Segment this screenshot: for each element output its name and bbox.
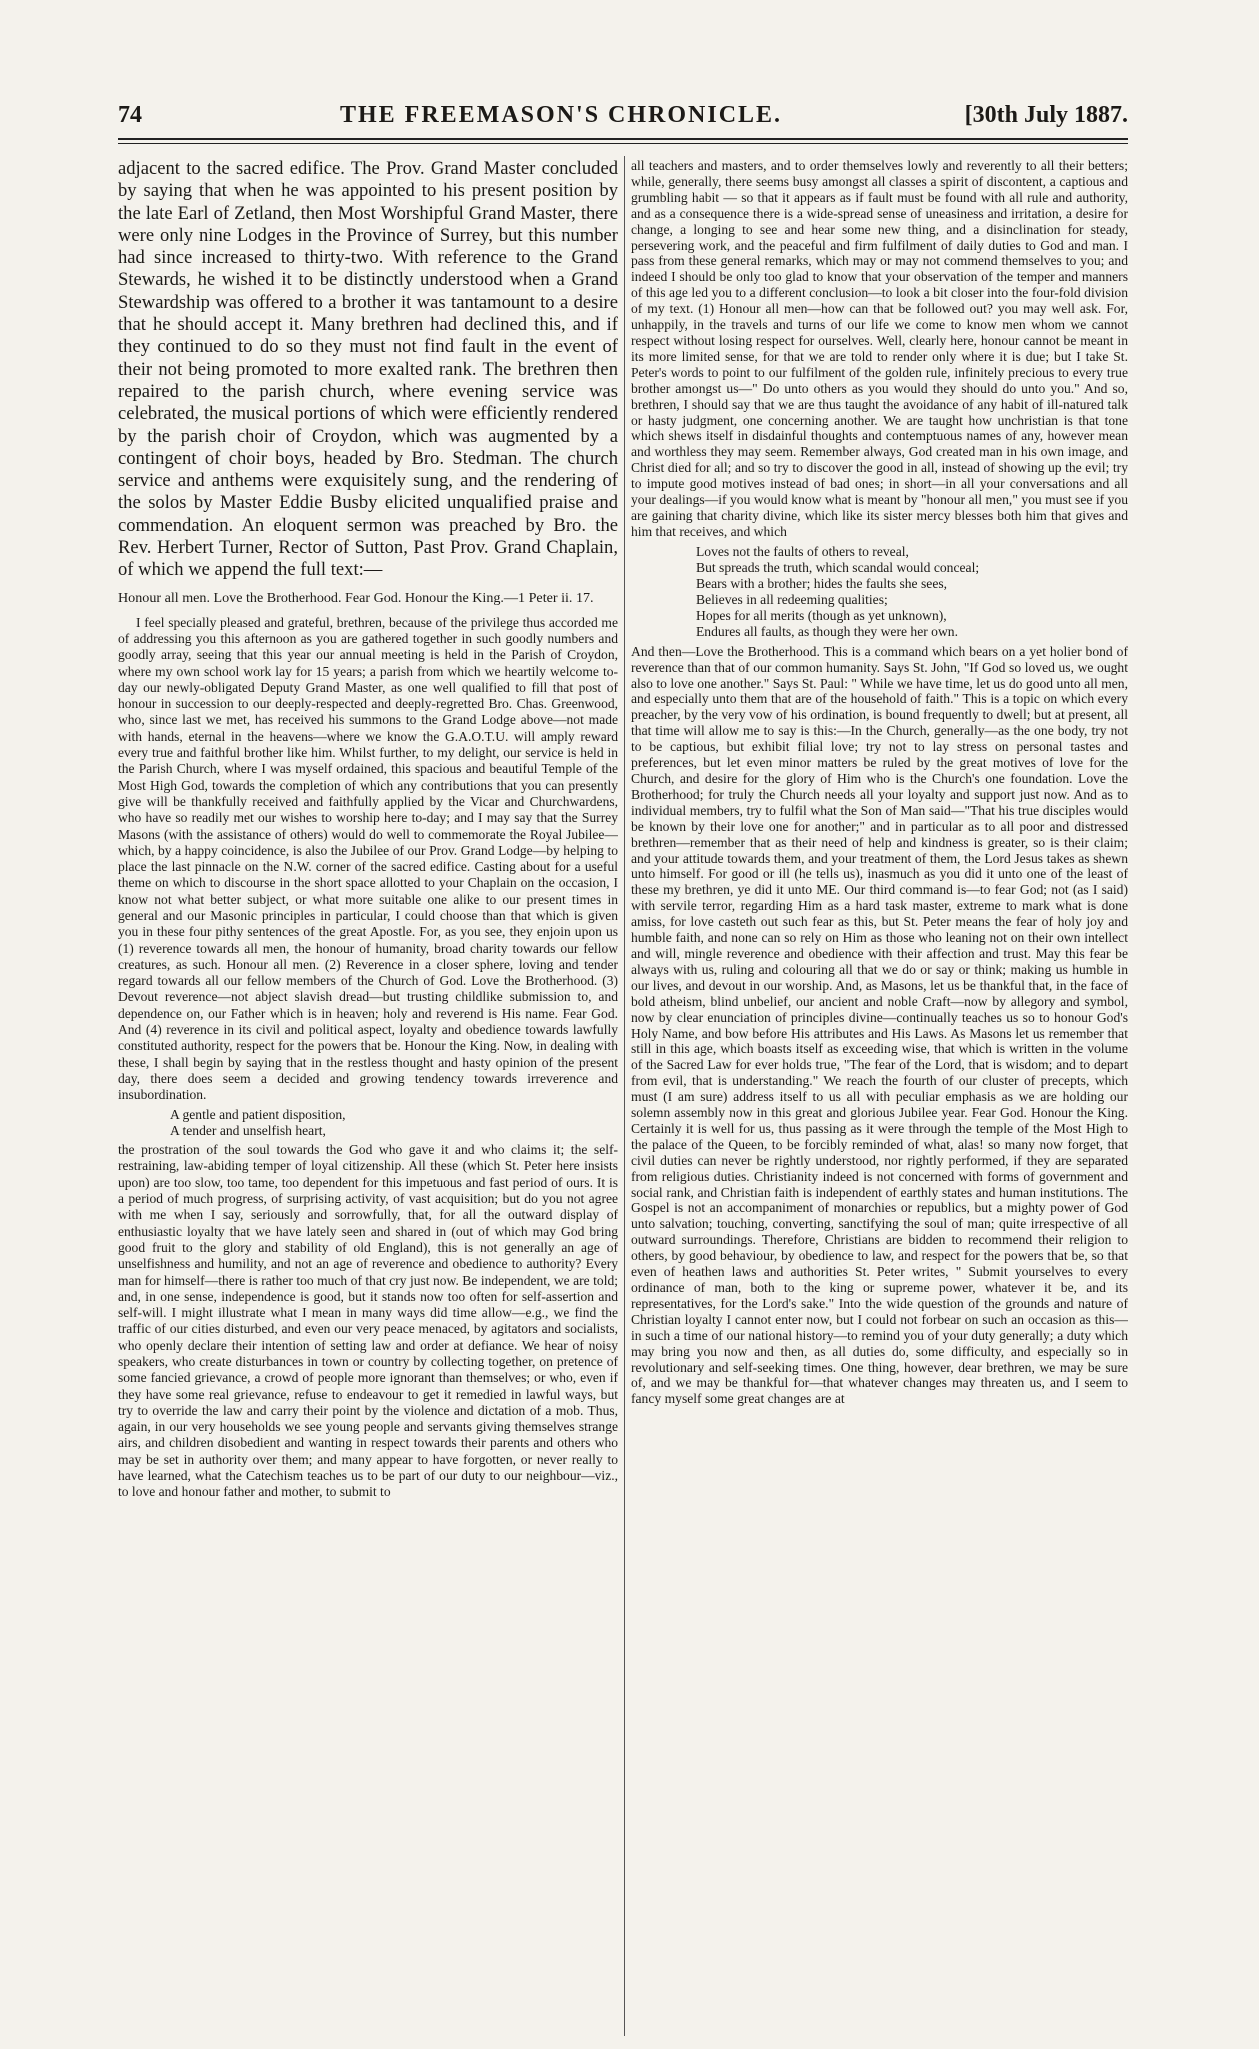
- verse-line: Endures all faults, as though they were her own.: [696, 623, 958, 639]
- page-number: 74: [118, 102, 142, 128]
- sermon-paragraph: I feel specially pleased and grateful, brethren, because of the privilege thus accorded me of addressing you this afternoon as you are gathered together in such goodly numbers and goodly array, seeing that this year our annual meeting is held in the Parish of Croydon, where my own school work lay for 15 years; a parish from which we heartily welcome to-day our newly-obligated Deputy Grand Master, as one well qualified to fill that post of honour in succession to our deeply-respected and deeply-regretted Bro. Chas. Greenwood, who, since last we met, has received his summons to the Grand Lodge above—not made with hands, eternal in the heavens—where we know the G.A.O.T.U. will amply reward every true and faithful brother like him. Whilst further, to my delight, our service is held in the Parish Church, where I was myself ordained, this spacious and beautiful Temple of the Most High God, towards the completion of which any contributions that you can presently give will be thankfully received and faithfully applied by the Vicar and Churchwardens, who have so readily met our wishes to worship here to-day; and I may say that the Surrey Masons (with the assistance of others) would do well to commemorate the Royal Jubilee—which, by a happy coincidence, is also the Jubilee of our Prov. Grand Lodge—by helping to place the last pinnacle on the N.W. corner of the sacred edifice. Casting about for a useful theme on which to discourse in the short space allotted to your Chaplain on the occasion, I know not what better subject, or what more suitable one alike to our present times in general and our Masonic principles in particular, I could choose than that which is given you in these four pithy sentences of the great Apostle. For, as you see, they enjoin upon us (1) reverence towards all men, the honour of humanity, broad charity towards our fellow creatures, as such. Honour all men. (2) Reverence in a closer sphere, loving and tender regard towards all our fellow members of the Church of God. Love the Brotherhood. (3) Devout reverence—not abject slavish dread—but trusting childlike submission to, and dependence on, our Father which is in heaven; holy and reverend is His name. Fear God. And (4) reverence in its civil and political aspect, loyalty and obedience towards lawfully constituted authority, respect for the powers that be. Honour the King. Now, in dealing with these, I shall begin by saying that in the restless thought and hasty opinion of the present day, there does seem a decided and growing tendency towards irreverence and insubordination.: [118, 614, 618, 1103]
- verse-line: Believes in all redeeming qualities;: [696, 591, 888, 607]
- column-divider: [624, 156, 625, 2036]
- verse-line: A tender and unselfish heart,: [170, 1122, 326, 1138]
- sermon-paragraph: all teachers and masters, and to order themselves lowly and reverently to all their betters; while, generally, there seems busy amongst all classes a spirit of discontent, a captious and grumbling habit — so that it appears as if fault must be found with all rule and authority, and as a consequence there is a wide-spread sense of uneasiness and irritation, a desire for change, a longing to see and hear some new thing, and a disinclination for steady, persevering work, and the peaceful and firm fulfilment of daily duties to God and man. I pass from these general remarks, which may or may not commend themselves to you; and indeed I should be only too glad to know that your observation of the temper and manners of this age led you to a different conclusion—to look a bit closer into the four-fold division of my text. (1) Honour all men—how can that be followed out? you may well ask. For, unhappily, in the travels and turns of our life we come to know men whom we cannot respect without losing respect for ourselves. Well, clearly here, honour cannot be meant in its more limited sense, for that we are told to render only where it is due; but I take St. Peter's words to point to our fulfilment of the golden rule, infinitely precious to every true brother amongst us—" Do unto others as you would they should do unto you." And so, brethren, I should say that we are thus taught the avoidance of any habit of ill-natured talk or hasty judgment, one concerning another. We are taught how unchristian is that tone which shews itself in disdainful thoughts and contemptuous names of any, however mean and worthless they may seem. Remember always, God created man in his own image, and Christ died for all; and so try to discover the good in all, instead of showing up the evil; try to impute good motives instead of bad ones; in short—in all your conversations and all your dealings—if you would know what is meant by "honour all men," you must see if you are gaining that charity divine, which like its sister mercy blesses both him that gives and him that receives, and which: [631, 158, 1128, 539]
- issue-date: [30th July 1887.: [964, 102, 1128, 128]
- left-column: [118, 158, 618, 2038]
- header-rule: [118, 138, 1128, 140]
- sermon-paragraph: And then—Love the Brotherhood. This is a command which bears on a yet holier bond of reverence than that of our common humanity. Says St. John, "If God so loved us, we ought also to love one another." Says St. Paul: " While we have time, let us do good unto all men, and especially unto them that are of the household of faith." This is a topic on which every preacher, by the very vow of his ordination, is bound frequently to dwell; but at present, all that time will allow me to say is this:—In the Church, generally—as the one body, try not to be captious, but exhibit filial love; try not to lay stress on personal tastes and preferences, but let even minor matters be ruled by the great motives of love for the Church, and desire for the glory of Him who is the Church's one foundation. Love the Brotherhood; for truly the Church needs all your loyalty and support just now. And as to individual members, try to fulfil what the Son of Man said—"That his true disciples would be known by their love one for another;" and in particular as to all poor and distressed brethren—remember that as their need of help and kindness is greater, so is their claim; and your attitude towards them, and your treatment of them, the Lord Jesus takes as shewn unto himself. For good or ill (he tells us), inasmuch as you did it unto one of the least of these my brethren, ye did it unto ME. Our third command is—to fear God; not (as I said) with servile terror, regarding Him as a hard task master, extreme to mark what is done amiss, for love casteth out such fear as this, but St. Peter means the fear of holy joy and humble faith, and none can so rely on Him as those who leaning not on their own intellect and will, mingle reverence and obedience with their affection and trust. May this fear be always with us, ruling and colouring all that we do or say or think; making us humble in our lives, and devout in our worship. And, as Masons, let us be thankful that, in the face of bold atheism, blind unbelief, our ancient and noble Craft—now by allegory and symbol, now by clear enunciation of principles divine—continually teaches us so to honour God's Holy Name, and bow before His attributes and His Laws. As Masons let us remember that still in this age, which boasts itself as exceeding wise, that which is written in the volume of the Sacred Law for ever holds true, "The fear of the Lord, that is wisdom; and to depart from evil, that is understanding." We reach the fourth of our cluster of precepts, which must (I am sure) address itself to us all with peculiar emphasis as we are holding our solemn assembly now in this great and glorious Jubilee year. Fear God. Honour the King. Certainly it is well for us, thus passing as it were through the temple of the Most High to the palace of the Queen, to be forcibly reminded of what, alas! so many now forget, that civil duties can never be rightly understood, nor rightly performed, if they are separated from religious duties. Christianity indeed is not concerned with forms of government and social rank, and Christian faith is independent of earthly states and human institutions. The Gospel is not an accompaniment of monarchies or republics, but a mighty power of God unto salvation; touching, converting, sanctifying the soul of man; quite irrespective of all outward surroundings. Therefore, Christians are bidden to recommend their religion to others, by good behaviour, by obedience to law, and respect for the powers that be, so that even of heathen laws and authorities St. Peter writes, " Submit yourselves to every ordinance of man, both to the king or supreme power, whatever it be, and its representatives, for the Lord's sake." Into the wide question of the grounds and nature of Christian loyalty I cannot enter now, but I could not forbear on such an occasion as this—in such a time of our national history—to remind you of your duty generally; a duty which may bring you now and then, as all duties do, some difficulty, and especially so in revolutionary and self-seeking times. One thing, however, dear brethren, we may be sure of, and we may be thankful for—that whatever changes may threaten us, and I seem to fancy myself some great changes are at: [631, 643, 1128, 1407]
- verse-line: Bears with a brother; hides the faults she sees,: [696, 575, 948, 591]
- verse-block: [696, 544, 1128, 640]
- verse-line: But spreads the truth, which scandal would conceal;: [696, 559, 980, 575]
- masthead-title: THE FREEMASON'S CHRONICLE.: [340, 102, 783, 128]
- right-column: [631, 158, 1128, 2038]
- verse-line: Hopes for all merits (though as yet unknown),: [696, 607, 947, 623]
- verse-line: Loves not the faults of others to reveal,: [696, 543, 909, 559]
- sermon-paragraph: the prostration of the soul towards the God who gave it and who claims it; the self-restraining, law-abiding temper of loyal citizenship. All these (which St. Peter here insists upon) are too slow, too tame, too dependent for this impetuous and fast period of ours. It is a period of much progress, of surprising activity, of vast acquisition; but do you not agree with me when I say, seriously and sorrowfully, that, for all the outward display of enthusiastic loyalty that we have lately seen and shared in (out of which may God bring good fruit to the glory and stability of old England), this is not generally an age of unselfishness and humility, and not an age of reverence and obedience to authority? Every man for himself—there is rather too much of that cry just now. Be independent, we are told; and, in one sense, independence is good, but it stands now too often for self-assertion and self-will. I might illustrate what I mean in many ways did time allow—e.g., we find the traffic of our cities disturbed, and even our very peace menaced, by agitators and socialists, who openly declare their intention of setting law and order at defiance. We hear of noisy speakers, who create disturbances in town or country by collecting together, on pretence of some fancied grievance, a crowd of people more ignorant than themselves; or who, even if they have some real grievance, refuse to endeavour to get it remedied in lawful ways, but try to override the law and carry their point by the violence and dictation of a mob. Thus, again, in our very households we see young people and servants giving themselves strange airs, and children disobedient and wanting in respect towards their parents and others who may be set in authority over them; and many appear to have forgotten, or never really to have learned, what the Catechism teaches us to be part of our duty to our neighbour—viz., to love and honour father and mother, to submit to: [118, 1142, 618, 1500]
- lead-paragraph: adjacent to the sacred edifice. The Prov. Grand Master concluded by saying that when he was appointed to his present position by the late Earl of Zetland, then Most Worshipful Grand Master, there were only nine Lodges in the Province of Surrey, but this number had since increased to thirty-two. With reference to the Grand Stewards, he wished it to be distinctly understood when a Grand Stewardship was offered to a brother it was tantamount to a desire that he should accept it. Many brethren had declined this, and if they continued to do so they must not find fault in the event of their not being promoted to more exalted rank. The brethren then repaired to the parish church, where evening service was celebrated, the musical portions of which were efficiently rendered by the parish choir of Croydon, which was augmented by a contingent of choir boys, headed by Bro. Stedman. The church service and anthems were exquisitely sung, and the rendering of the solos by Master Eddie Busby elicited unqualified praise and commendation. An eloquent sermon was preached by Bro. the Rev. Herbert Turner, Rector of Sutton, Past Prov. Grand Chaplain, of which we append the full text:—: [118, 158, 618, 581]
- verse-line: A gentle and patient disposition,: [170, 1106, 346, 1122]
- page-header: [118, 102, 1128, 142]
- verse-block: [170, 1107, 618, 1140]
- sermon-text-heading: Honour all men. Love the Brotherhood. Fear God. Honour the King.—1 Peter ii. 17.: [118, 589, 594, 606]
- header-rule-thin: [118, 143, 1128, 144]
